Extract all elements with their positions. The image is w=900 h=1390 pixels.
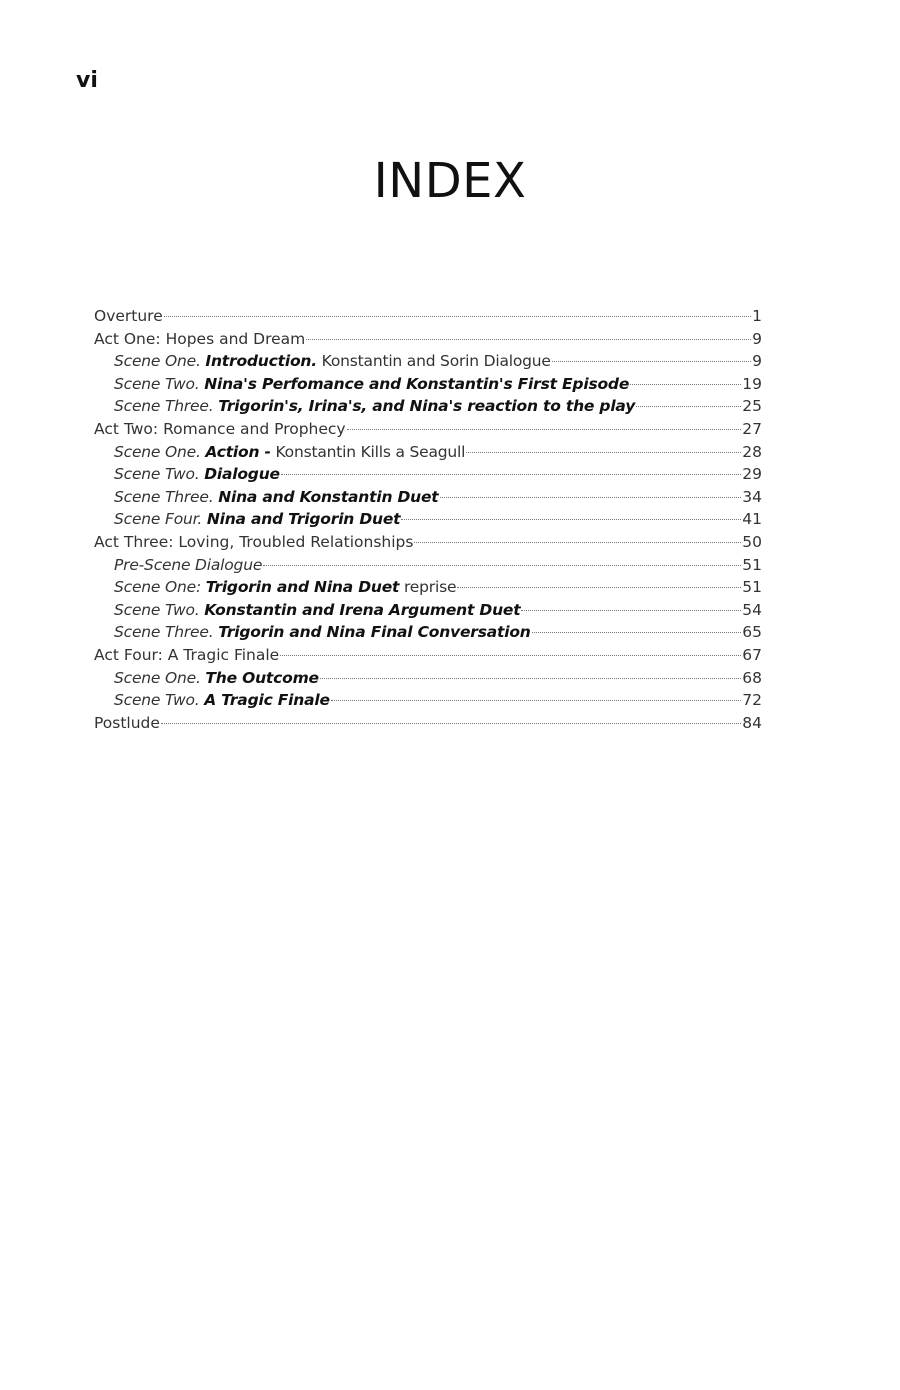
toc-entry-page: 28 [742, 442, 762, 461]
toc-scene-entry[interactable] [94, 554, 762, 577]
toc-entry-page: 67 [742, 645, 762, 664]
toc-entry-text: Konstantin and Sorin Dialogue [316, 352, 551, 371]
toc-entry-page: 51 [742, 578, 762, 597]
toc-entry-page: 54 [742, 600, 762, 619]
toc-entry-prefix: Pre-Scene Dialogue [114, 555, 263, 574]
dot-leader [281, 474, 741, 475]
toc-entry-page: 29 [742, 465, 762, 484]
toc-act-entry[interactable] [94, 531, 762, 554]
dot-leader [440, 497, 742, 498]
toc-entry-prefix: Scene One. [114, 668, 206, 687]
toc-entry-bold: Trigorin and Nina Duet [205, 578, 400, 597]
toc-entry-bold: The Outcome [205, 668, 319, 687]
toc-entry-label [114, 350, 551, 373]
page-title: INDEX [373, 153, 527, 209]
toc-scene-entry[interactable] [94, 599, 762, 622]
dot-leader [457, 587, 741, 588]
toc-entry-label [114, 395, 635, 418]
toc-entry-prefix: Scene Three. [114, 487, 219, 506]
toc-entry-text: Overture [94, 307, 163, 325]
toc-entry-label [114, 689, 330, 712]
dot-leader [552, 361, 751, 362]
toc-entry-page: 51 [742, 555, 762, 574]
toc-scene-entry[interactable] [94, 373, 762, 396]
toc-entry-page: 72 [742, 691, 762, 710]
toc-entry-prefix: Scene Two. [114, 374, 205, 393]
toc-entry-label [94, 712, 160, 735]
toc-entry-page: 65 [742, 623, 762, 642]
dot-leader [161, 723, 741, 724]
toc-entry-prefix: Scene Four. [114, 510, 207, 529]
dot-leader [532, 632, 742, 633]
toc-entry-page: 68 [742, 668, 762, 687]
toc-entry-bold: A Tragic Finale [204, 691, 330, 710]
toc-entry-label [94, 305, 163, 328]
toc-scene-entry[interactable] [94, 667, 762, 690]
toc-act-entry[interactable] [94, 305, 762, 328]
toc-entry-bold: Konstantin and Irena Argument Duet [204, 600, 521, 619]
toc-entry-prefix: Scene One: [114, 578, 206, 597]
toc-scene-entry[interactable] [94, 463, 762, 486]
toc-entry-bold: Nina and Trigorin Duet [206, 510, 401, 529]
toc-entry-text: Postlude [94, 713, 160, 732]
toc-entry-prefix: Scene One. [114, 442, 206, 461]
toc-entry-page: 1 [752, 307, 762, 325]
toc-entry-page: 50 [742, 532, 762, 551]
toc-entry-text: Act Three: Loving, Troubled Relationships [94, 532, 414, 551]
toc-entry-text: Act Two: Romance and Prophecy [94, 419, 346, 438]
toc-entry-prefix: Scene Three. [114, 397, 219, 416]
toc-scene-entry[interactable] [94, 395, 762, 418]
dot-leader [347, 429, 742, 430]
toc-entry-prefix: Scene Three. [114, 623, 219, 642]
toc-entry-label [94, 418, 346, 441]
toc-entry-text: Act One: Hopes and Dream [94, 329, 306, 348]
toc-entry-prefix: Scene One. [114, 352, 206, 371]
toc-entry-bold: Dialogue [204, 465, 280, 484]
toc-act-entry[interactable] [94, 418, 762, 441]
toc-entry-label [94, 328, 305, 351]
dot-leader [263, 565, 741, 566]
toc-entry-page: 19 [742, 374, 762, 393]
dot-leader [466, 452, 741, 453]
page-number: vi [76, 68, 98, 93]
toc-entry-prefix: Scene Two. [114, 600, 205, 619]
toc-entry-label [114, 463, 280, 486]
toc-entry-label [114, 621, 531, 644]
toc-entry-text: Act Four: A Tragic Finale [94, 645, 280, 664]
toc-entry-label [114, 667, 319, 690]
toc-entry-page: 27 [742, 419, 762, 438]
toc-entry-prefix: Scene Two. [114, 691, 205, 710]
toc-entry-prefix: Scene Two. [114, 465, 205, 484]
dot-leader [521, 610, 741, 611]
toc-entry-text: reprise [399, 578, 457, 597]
toc-scene-entry[interactable] [94, 441, 762, 464]
toc-entry-label [114, 373, 629, 396]
toc-entry-page: 34 [742, 487, 762, 506]
toc-entry-text: Konstantin Kills a Seagull [270, 442, 466, 461]
toc-entry-bold: Nina and Konstantin Duet [218, 487, 439, 506]
toc-scene-entry[interactable] [94, 621, 762, 644]
dot-leader [164, 316, 751, 317]
dot-leader [320, 678, 741, 679]
toc-entry-label [114, 486, 439, 509]
toc-entry-label [114, 441, 465, 464]
toc-entry-label [114, 554, 262, 577]
toc-entry-label [94, 644, 279, 667]
toc-scene-entry[interactable] [94, 486, 762, 509]
dot-leader [401, 519, 741, 520]
dot-leader [414, 542, 741, 543]
toc-act-entry[interactable] [94, 328, 762, 351]
toc-entry-label [94, 531, 413, 554]
table-of-contents [94, 305, 762, 734]
toc-entry-bold: Introduction. [205, 352, 317, 371]
toc-act-entry[interactable] [94, 712, 762, 735]
toc-entry-page: 41 [742, 510, 762, 529]
dot-leader [331, 700, 741, 701]
toc-entry-label [114, 599, 520, 622]
dot-leader [280, 655, 741, 656]
dot-leader [636, 406, 741, 407]
toc-scene-entry[interactable] [94, 350, 762, 373]
toc-entry-bold: Nina's Perfomance and Konstantin's First Episode [204, 374, 630, 393]
toc-entry-page: 9 [752, 352, 762, 371]
toc-act-entry[interactable] [94, 644, 762, 667]
dot-leader [630, 384, 741, 385]
toc-entry-bold: Trigorin's, Irina's, and Nina's reaction to the play [218, 397, 636, 416]
dot-leader [306, 339, 751, 340]
toc-entry-bold: Action - [205, 442, 271, 461]
toc-entry-bold: Trigorin and Nina Final Conversation [218, 623, 531, 642]
toc-entry-page: 84 [742, 713, 762, 732]
toc-scene-entry[interactable] [94, 576, 762, 599]
toc-scene-entry[interactable] [94, 689, 762, 712]
toc-entry-label [114, 576, 456, 599]
toc-entry-page: 25 [742, 397, 762, 416]
toc-scene-entry[interactable] [94, 508, 762, 531]
toc-entry-label [114, 508, 400, 531]
toc-entry-page: 9 [752, 329, 762, 348]
